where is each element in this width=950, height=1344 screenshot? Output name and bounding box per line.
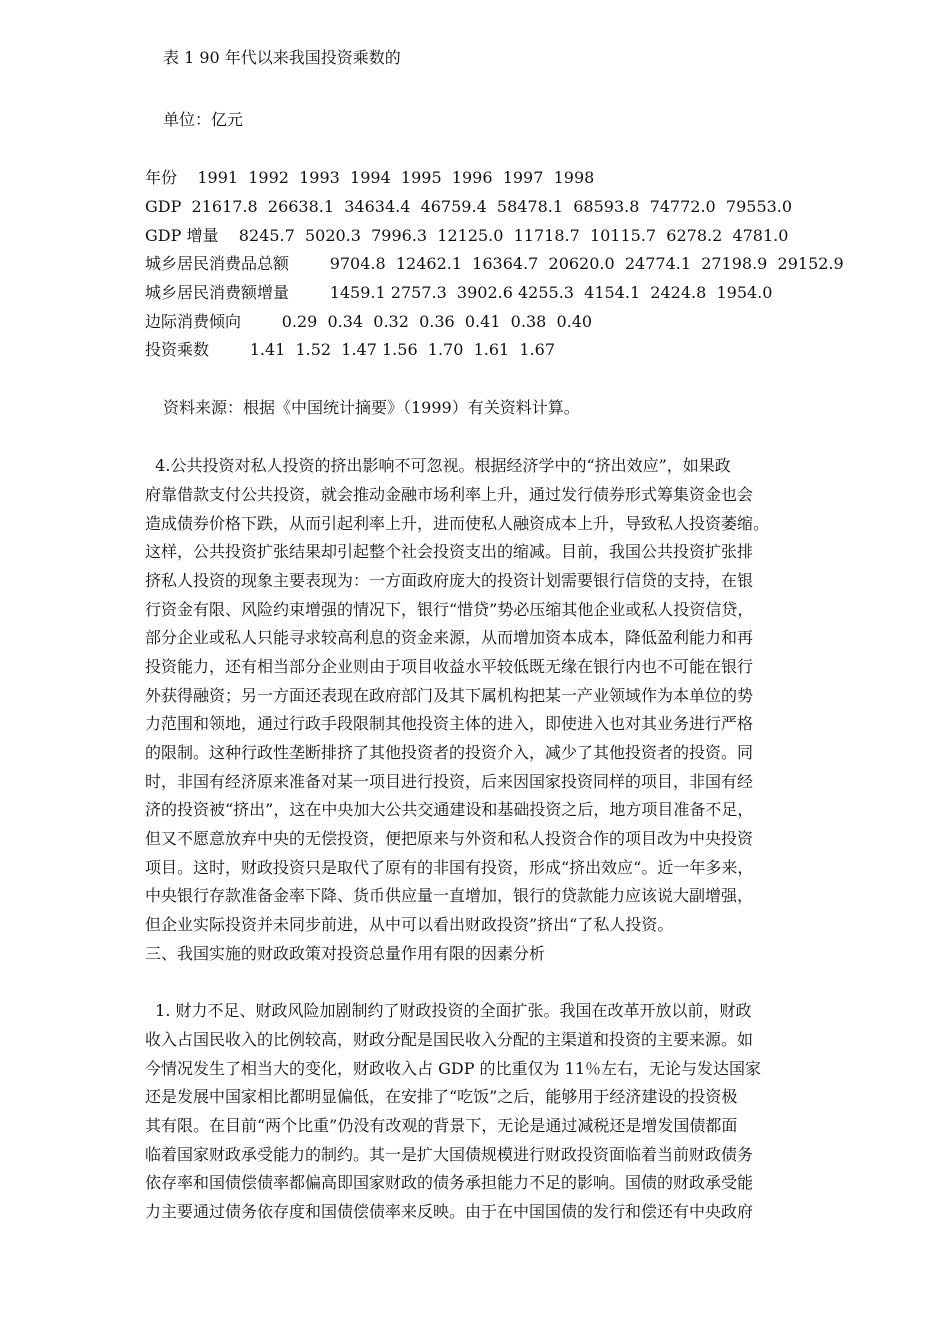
paragraph-line: 部分企业或私人只能寻求较高利息的资金来源，从而增加资本成本，降低盈利能力和再 [145, 628, 754, 647]
paragraph-line: 的限制。这种行政性垄断排挤了其他投资者的投资介入，减少了其他投资者的投资。同 [145, 743, 754, 762]
paragraph-line: 其有限。在目前“两个比重”仍没有改观的背景下，无论是通过减税还是增发国债都面 [145, 1116, 738, 1135]
paragraph-line: 行资金有限、风险约束增强的情况下，银行“惜贷”势必压缩其他企业或私人投资信贷， [145, 600, 754, 619]
table-row: 投资乘数 1.41 1.52 1.47 1.56 1.70 1.61 1.67 [145, 340, 556, 359]
paragraph-line: 但又不愿意放弃中央的无偿投资，便把原来与外资和私人投资合作的项目改为中央投资 [145, 829, 754, 848]
unit-label: 单位：亿元 [163, 110, 244, 129]
paragraph-line: 府靠借款支付公共投资，就会推动金融市场利率上升，通过发行债券形式筹集资金也会 [145, 485, 754, 504]
source-note: 资料来源：根据《中国统计摘要》（1999）有关资料计算。 [163, 398, 580, 417]
paragraph-line: 力范围和领地，通过行政手段限制其他投资主体的进入，即使进入也对其业务进行严格 [145, 714, 754, 733]
paragraph-line: 时，非国有经济原来准备对某一项目进行投资，后来因国家投资同样的项目，非国有经 [145, 772, 754, 791]
table-row: GDP 增量 8245.7 5020.3 7996.3 12125.0 11718.7 10115.7 6278.2 4781.0 [145, 226, 789, 245]
table-row: 边际消费倾向 0.29 0.34 0.32 0.36 0.41 0.38 0.40 [145, 312, 593, 331]
table-row: 城乡居民消费额增量 1459.1 2757.3 3902.6 4255.3 4154.1 2424.8 1954.0 [145, 283, 773, 302]
paragraph-line: 项目。这时，财政投资只是取代了原有的非国有投资，形成“挤出效应“。近一年多来， [145, 858, 754, 877]
paragraph-line: 依存率和国债偿债率都偏高即国家财政的债务承担能力不足的影响。国债的财政承受能 [145, 1173, 754, 1192]
table-row: GDP 21617.8 26638.1 34634.4 46759.4 58478.1 68593.8 74772.0 79553.0 [145, 197, 793, 216]
paragraph-line: 4.公共投资对私人投资的挤出影响不可忽视。根据经济学中的“挤出效应”，如果政 [145, 456, 731, 475]
paragraph-line: 收入占国民收入的比例较高，财政分配是国民收入分配的主渠道和投资的主要来源。如 [145, 1030, 754, 1049]
paragraph-line: 还是发展中国家相比都明显偏低，在安排了“吃饭”之后，能够用于经济建设的投资极 [145, 1087, 738, 1106]
table-row: 城乡居民消费品总额 9704.8 12462.1 16364.7 20620.0 24774.1 27198.9 29152.9 [145, 254, 844, 273]
paragraph-line: 今情况发生了相当大的变化，财政收入占 GDP 的比重仅为 11％左右，无论与发达国家 [145, 1059, 761, 1078]
paragraph-line: 挤私人投资的现象主要表现为：一方面政府庞大的投资计划需要银行信贷的支持，在银 [145, 571, 754, 590]
paragraph-line: 这样，公共投资扩张结果却引起整个社会投资支出的缩减。目前，我国公共投资扩张排 [145, 542, 754, 561]
paragraph-line: 1. 财力不足、财政风险加剧制约了财政投资的全面扩张。我国在改革开放以前，财政 [145, 1001, 752, 1020]
paragraph-line: 中央银行存款准备金率下降、货币供应量一直增加，银行的贷款能力应该说大副增强， [145, 886, 754, 905]
paragraph-line: 临着国家财政承受能力的制约。其一是扩大国债规模进行财政投资面临着当前财政债务 [145, 1145, 754, 1164]
paragraph-line: 济的投资被“挤出”，这在中央加大公共交通建设和基础投资之后，地方项目准备不足， [145, 800, 754, 819]
paragraph-line: 外获得融资；另一方面还表现在政府部门及其下属机构把某一产业领域作为本单位的势 [145, 686, 754, 705]
paragraph-line: 造成债券价格下跌，从而引起利率上升，进而使私人融资成本上升，导致私人投资萎缩。 [145, 514, 770, 533]
paragraph-line: 投资能力，还有相当部分企业则由于项目收益水平较低既无缘在银行内也不可能在银行 [145, 657, 754, 676]
table-title: 表 1 90 年代以来我国投资乘数的 [163, 48, 401, 67]
table-row: 年份 1991 1992 1993 1994 1995 1996 1997 1998 [145, 168, 595, 187]
paragraph-line: 力主要通过债务依存度和国债偿债率来反映。由于在中国国债的发行和偿还有中央政府 [145, 1202, 754, 1221]
section-heading: 三、我国实施的财政政策对投资总量作用有限的因素分析 [145, 944, 546, 963]
paragraph-line: 但企业实际投资并未同步前进，从中可以看出财政投资”挤出“了私人投资。 [145, 915, 674, 934]
